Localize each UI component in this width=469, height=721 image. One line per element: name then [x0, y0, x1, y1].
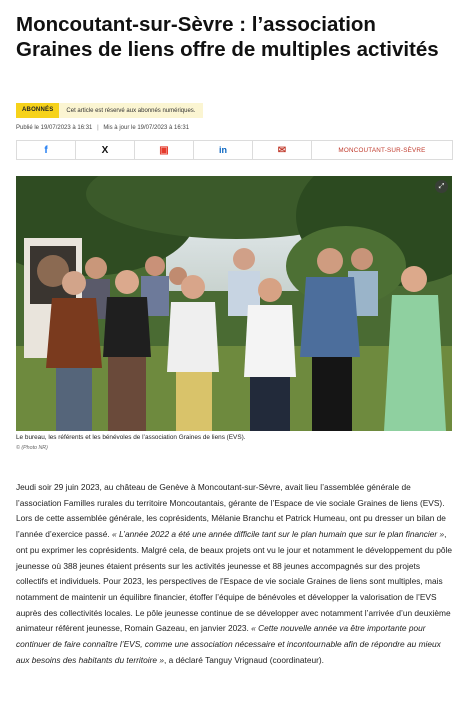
- facebook-icon: f: [44, 144, 48, 156]
- mail-icon: ✉: [277, 144, 287, 156]
- date-separator: |: [97, 125, 99, 131]
- share-facebook-button[interactable]: [17, 141, 76, 159]
- updated-date: Mis à jour le 19/07/2023 à 16:31: [103, 125, 190, 131]
- share-flipboard-button[interactable]: [135, 141, 194, 159]
- city-tag-link[interactable]: MONCOUTANT-SUR-SÈVRE: [338, 146, 426, 154]
- share-mail-button[interactable]: [253, 141, 312, 159]
- photo-caption: Le bureau, les référents et les bénévoles de l’association Graines de liens (EVS).: [16, 434, 246, 441]
- flipboard-icon: ▣: [159, 144, 169, 156]
- x-icon: X: [101, 144, 109, 156]
- linkedin-icon: in: [219, 145, 227, 155]
- subscriber-note: Cet article est réservé aux abonnés numériques.: [66, 107, 196, 114]
- quote: « L’année 2022 a été une année difficile tant sur le plan humain que sur le plan financier »: [112, 529, 445, 540]
- article-photo[interactable]: [16, 176, 452, 431]
- group-photo-illustration: [16, 176, 452, 431]
- share-bar: [16, 140, 453, 160]
- paragraph-part: , a déclaré Tanguy Vrignaud (coordinateur).: [163, 654, 324, 665]
- paragraph-part: Jeudi soir 29 juin 2023, au château de Genève à Moncoutant-sur-Sèvre, avait lieu l’assemblée générale de l’association Familles rurales du territoire Moncoutantais, gérante de l’Espace de vie sociale Graines de liens (EVS). Lors de cette assemblée générale, les coprésidents, Mélanie Branchu et Patrick Humeau, ont pu dresser un bilan de l’année d’exercice passé.: [16, 482, 446, 540]
- published-date: Publié le 19/07/2023 à 16:31: [16, 125, 93, 131]
- quote: « Cette nouvelle année va être importante pour continuer de faire connaître l’EVS, comme une association nécessaire et incontournable afin de répondre au mieux aux besoins des habitants du territoire »: [16, 623, 441, 665]
- paragraph-part: , ont pu exprimer les coprésidents. Malgré cela, de beaux projets ont vu le jour et notamment le développement du pôle jeunesse où 388 jeunes étaient présents sur les activités jeunesse et 88 jeunes accompagnés sur des projets collectifs et individuels. Pour 2023, les perspectives de l’Espace de vie sociale Graines de liens sont multiples, mais notamment de maintenir un équilibre financier, étoffer l’équipe de bénévoles et développer la valorisation de l’EVS auprès des collectivités locales. Le pôle jeunesse continue de se développer avec notamment l’arrivée d’un deuxième animateur référent jeunesse, Romain Gazeau, en janvier 2023.: [16, 529, 452, 634]
- article-body: [16, 480, 454, 668]
- subscriber-notice: [16, 103, 203, 118]
- photo-credit: © (Photo NR): [16, 445, 48, 451]
- share-linkedin-button[interactable]: [194, 141, 253, 159]
- subscriber-badge: ABONNÉS: [16, 103, 59, 118]
- share-x-button[interactable]: [76, 141, 135, 159]
- publication-dates: [16, 125, 189, 131]
- expand-photo-icon[interactable]: ⤢: [435, 180, 448, 193]
- article-title: Moncoutant-sur-Sèvre : l’association Graines de liens offre de multiples activités: [16, 13, 439, 61]
